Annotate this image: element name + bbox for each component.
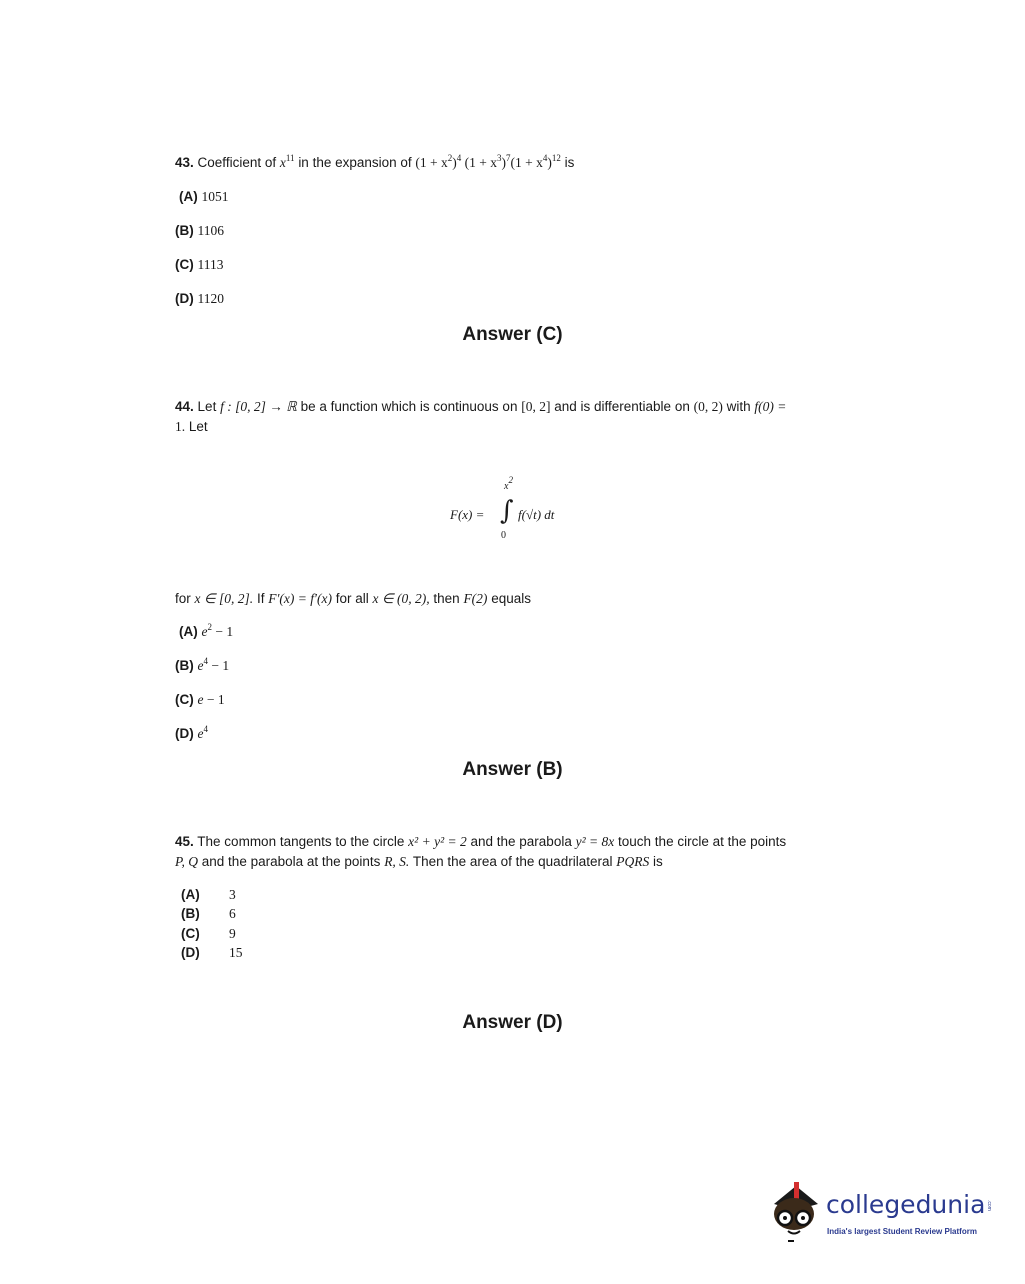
q43-option-b: (B) 1106	[175, 223, 225, 238]
q43-option-c: (C) 1113	[175, 257, 224, 272]
logo-dotcom: .com	[986, 1200, 992, 1211]
formula-lhs: F(x) =	[450, 507, 485, 522]
q43-option-d: (D) 1120	[175, 291, 225, 306]
q45-option-a: (A) 3	[181, 887, 236, 902]
logo-wordmark: collegedunia	[826, 1190, 986, 1219]
q44-condition: for x ∈ [0, 2]. If F′(x) = f′(x) for all x ∈ (0, 2), then F(2) equals	[175, 591, 531, 606]
mascot-icon	[766, 1176, 826, 1246]
question-43-stem: 43. Coefficient of $x^{11}$ in the expansion of $(1 + x^2)^4$ $(1 + x^3)^7(1 + x^4)^{12}$ is	[175, 153, 575, 170]
question-44-stem: 44. Let f : [0, 2] → ℝ be a function which is continuous on [0, 2] and is differentiable on (0, 2) with f(0) = 1. Let	[175, 399, 787, 434]
integral-lower-limit: 0	[501, 530, 506, 541]
q44-option-b: (B) $e^4 - 1$	[175, 656, 230, 673]
q45-option-b: (B) 6	[181, 906, 236, 921]
q44-option-a: (A) $e^2 - 1$	[179, 622, 234, 639]
q45-option-d: (D) 15	[181, 945, 243, 960]
q45-option-c: (C) 9	[181, 926, 236, 941]
integrand: f(√t) dt	[518, 507, 555, 522]
q44-option-d: (D) $e^4$	[175, 724, 209, 741]
integral-sign: ∫	[500, 496, 514, 526]
question-45-stem: 45. The common tangents to the circle x² + y² = 2 and the parabola y² = 8x touch the circle at the points P, Q and the parabola at the points R, S. Then the area of the quadrilateral PQRS is	[175, 834, 787, 869]
logo-tagline: India's largest Student Review Platform	[827, 1227, 977, 1236]
integral-upper-limit: $x^2$	[504, 475, 513, 492]
q43-answer: Answer (C)	[462, 324, 563, 345]
q45-answer: Answer (D)	[462, 1012, 563, 1033]
q44-option-c: (C) e − 1	[175, 692, 225, 707]
q43-option-a: (A) 1051	[179, 189, 229, 204]
q44-answer: Answer (B)	[462, 759, 563, 780]
